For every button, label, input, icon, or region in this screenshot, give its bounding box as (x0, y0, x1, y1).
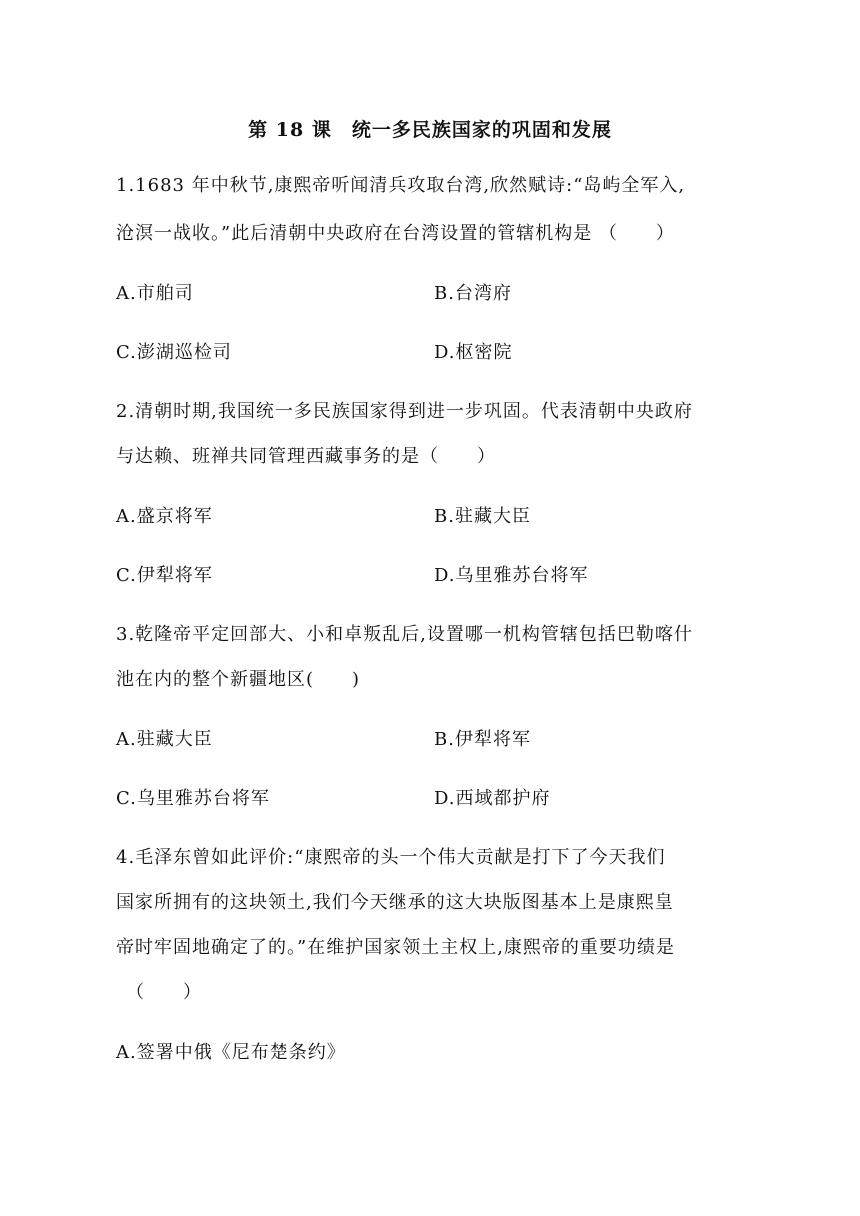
question-2-option-d: D.乌里雅苏台将军 (434, 565, 589, 586)
question-2-line-1: 2.清朝时期,我国统一多民族国家得到进一步巩固。代表清朝中央政府 (116, 401, 693, 422)
question-4-option-a: A.签署中俄《尼布楚条约》 (116, 1042, 346, 1063)
question-2-line-2: 与达赖、班禅共同管理西藏事务的是（ ） (116, 446, 496, 467)
question-3-option-b: B.伊犁将军 (434, 729, 531, 750)
question-2-option-b: B.驻藏大臣 (434, 506, 531, 527)
question-1-line-1: 1.1683 年中秋节,康熙帝听闻清兵攻取台湾,欣然赋诗:“岛屿全军入, (116, 175, 686, 196)
question-2-option-a: A.盛京将军 (116, 506, 213, 527)
page-title: 第 18 课 统一多民族国家的巩固和发展 (248, 119, 612, 141)
question-1-line-2: 沧溟一战收。”此后清朝中央政府在台湾设置的管辖机构是 （ ） (116, 223, 675, 244)
question-4-line-2: 国家所拥有的这块领土,我们今天继承的这大块版图基本上是康熙皇 (116, 892, 674, 913)
question-1-option-b: B.台湾府 (434, 283, 512, 304)
question-4-line-4: （ ） (116, 982, 202, 1003)
question-3-line-1: 3.乾隆帝平定回部大、小和卓叛乱后,设置哪一机构管辖包括巴勒喀什 (116, 624, 693, 645)
question-4-line-1: 4.毛泽东曾如此评价:“康熙帝的头一个伟大贡献是打下了今天我们 (116, 847, 666, 868)
question-3-option-d: D.西域都护府 (434, 788, 551, 809)
question-1-option-a: A.市舶司 (116, 283, 194, 304)
question-3-option-a: A.驻藏大臣 (116, 729, 213, 750)
question-1-option-d: D.枢密院 (434, 342, 513, 363)
question-1-option-c: C.澎湖巡检司 (116, 342, 232, 363)
question-3-option-c: C.乌里雅苏台将军 (116, 788, 270, 809)
question-2-option-c: C.伊犁将军 (116, 565, 213, 586)
question-3-line-2: 池在内的整个新疆地区( ) (116, 669, 361, 690)
question-4-line-3: 帝时牢固地确定了的。”在维护国家领土主权上,康熙帝的重要功绩是 (116, 937, 675, 958)
